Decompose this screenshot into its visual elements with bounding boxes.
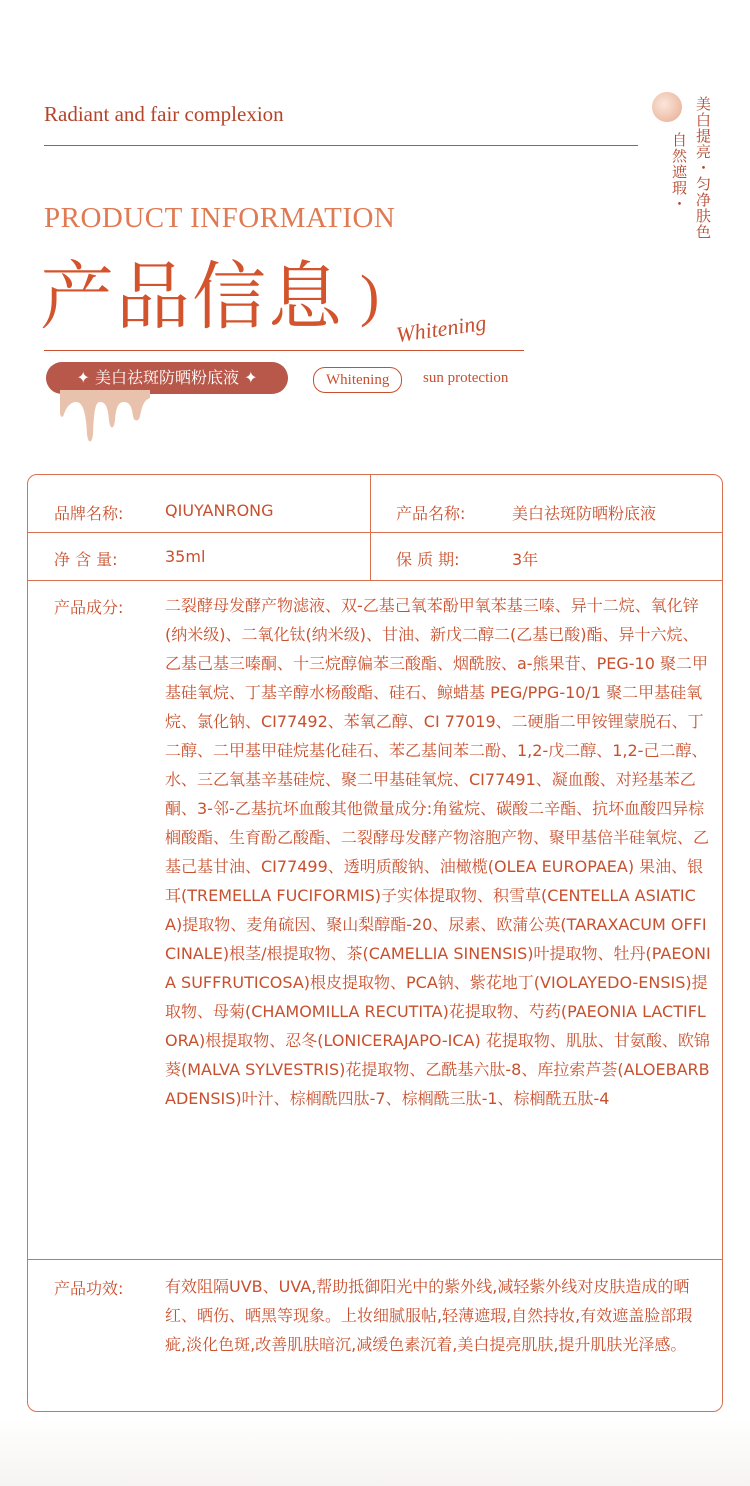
efficacy-label: 产品功效: (54, 1279, 124, 1298)
product-name-value: 美白祛斑防晒粉底液 (512, 504, 657, 523)
column-divider (370, 475, 371, 580)
efficacy-text: 有效阻隔UVB、UVA,帮助抵御阳光中的紫外线,减轻紫外线对皮肤造成的晒红、晒伤、晒黑等现象。上妆细腻服帖,轻薄遮瑕,自然持妆,有效遮盖脸部瑕疵,淡化色斑,改善肌肤暗沉,减缓色素沉着,美白提亮肌肤,提升肌肤光泽感。 (165, 1277, 693, 1354)
product-name-label: 产品名称: (396, 504, 466, 523)
ingredients-text: 二裂酵母发酵产物滤液、双-乙基己氧苯酚甲氧苯基三嗪、异十二烷、氧化锌(纳米级)、二氧化钛(纳米级)、甘油、新戊二醇二(乙基已酸)酯、异十六烷、乙基己基三嗪酮、十三烷醇偏苯三酸酯、烟酰胺、a-熊果苷、PEG-10 聚二甲基硅氧烷、丁基辛醇水杨酸酯、硅石、鲸蜡基 PEG/PPG-10/1 聚二甲基硅氧烷、氯化钠、CI77492、苯氧乙醇、CI 77019、二硬脂二甲铵锂蒙脱石、丁二醇、二甲基甲硅烷基化硅石、苯乙基间苯二酚、1,2-戊二醇、1,2-己二醇、水、三乙氧基辛基硅烷、聚二甲基硅氧烷、CI77491、凝血酸、对羟基苯乙酮、3-邻-乙基抗坏血酸其他微量成分:角鲨烷、碳酸二辛酯、抗坏血酸四异棕榈酸酯、生育酚乙酸酯、二裂酵母发酵产物溶胞产物、聚甲基倍半硅氧烷、乙基己基甘油、CI77499、透明质酸钠、油橄榄(OLEA EUROPAEA) 果油、银耳(TREMELLA FUCIFORMIS)子实体提取物、积雪草(CENTELLA ASIATICA)提取物、麦角硫因、聚山梨醇酯-20、尿素、欧蒲公英(TARAXACUM OFFICINALE)根茎/根提取物、茶(CAMELLIA SINENSIS)叶提取物、牡丹(PAEONIA SUFFRUTICOSA)根皮提取物、PCA钠、紫花地丁(VIOLAYEDO-ENSIS)提取物、母菊(CHAMOMILLA RECUTITA)花提取物、芍药(PAEONIA LACTIFLORA)根提取物、忍冬(LONICERAJAPO-ICA) 花提取物、肌肽、甘氨酸、欧锦葵(MALVA SYLVESTRIS)花提取物、乙酰基六肽-8、库拉索芦荟(ALOEBARBADENSIS)叶汁、棕榈酰四肽-7、棕榈酰三肽-1、棕榈酰五肽-4 (165, 596, 711, 1108)
section-title-en: PRODUCT INFORMATION (44, 202, 396, 234)
header-divider (44, 145, 638, 146)
foundation-dot-icon (652, 92, 682, 122)
row-divider (28, 580, 722, 581)
liquid-drip-icon (60, 390, 150, 446)
sun-protection-tag: sun protection (423, 370, 509, 386)
product-name-pill: ✦ 美白祛斑防晒粉底液 ✦ (46, 362, 288, 394)
net-content-label: 净 含 量: (54, 550, 118, 569)
script-signature: Whitening (394, 309, 488, 348)
title-divider (44, 350, 524, 351)
side-slogan-col1: 美白提亮・匀净肤色 (694, 96, 712, 240)
side-slogan-col2: 自然遮瑕・ (670, 132, 688, 212)
bottom-fade (0, 1420, 750, 1486)
whitening-tag: Whitening (313, 367, 402, 393)
net-content-value: 35ml (165, 547, 206, 566)
row-divider (28, 532, 722, 533)
ingredients-label: 产品成分: (54, 598, 124, 617)
section-title-cn: 产品信息 (40, 254, 344, 340)
tagline: Radiant and fair complexion (44, 102, 284, 126)
title-bracket-decoration: ) (360, 263, 380, 328)
shelf-life-value: 3年 (512, 550, 539, 569)
side-vertical-slogan (648, 88, 718, 268)
shelf-life-label: 保 质 期: (396, 550, 460, 569)
brand-label: 品牌名称: (54, 504, 124, 523)
brand-value: QIUYANRONG (165, 501, 274, 520)
product-info-table (27, 474, 723, 1412)
row-divider (28, 1259, 722, 1260)
